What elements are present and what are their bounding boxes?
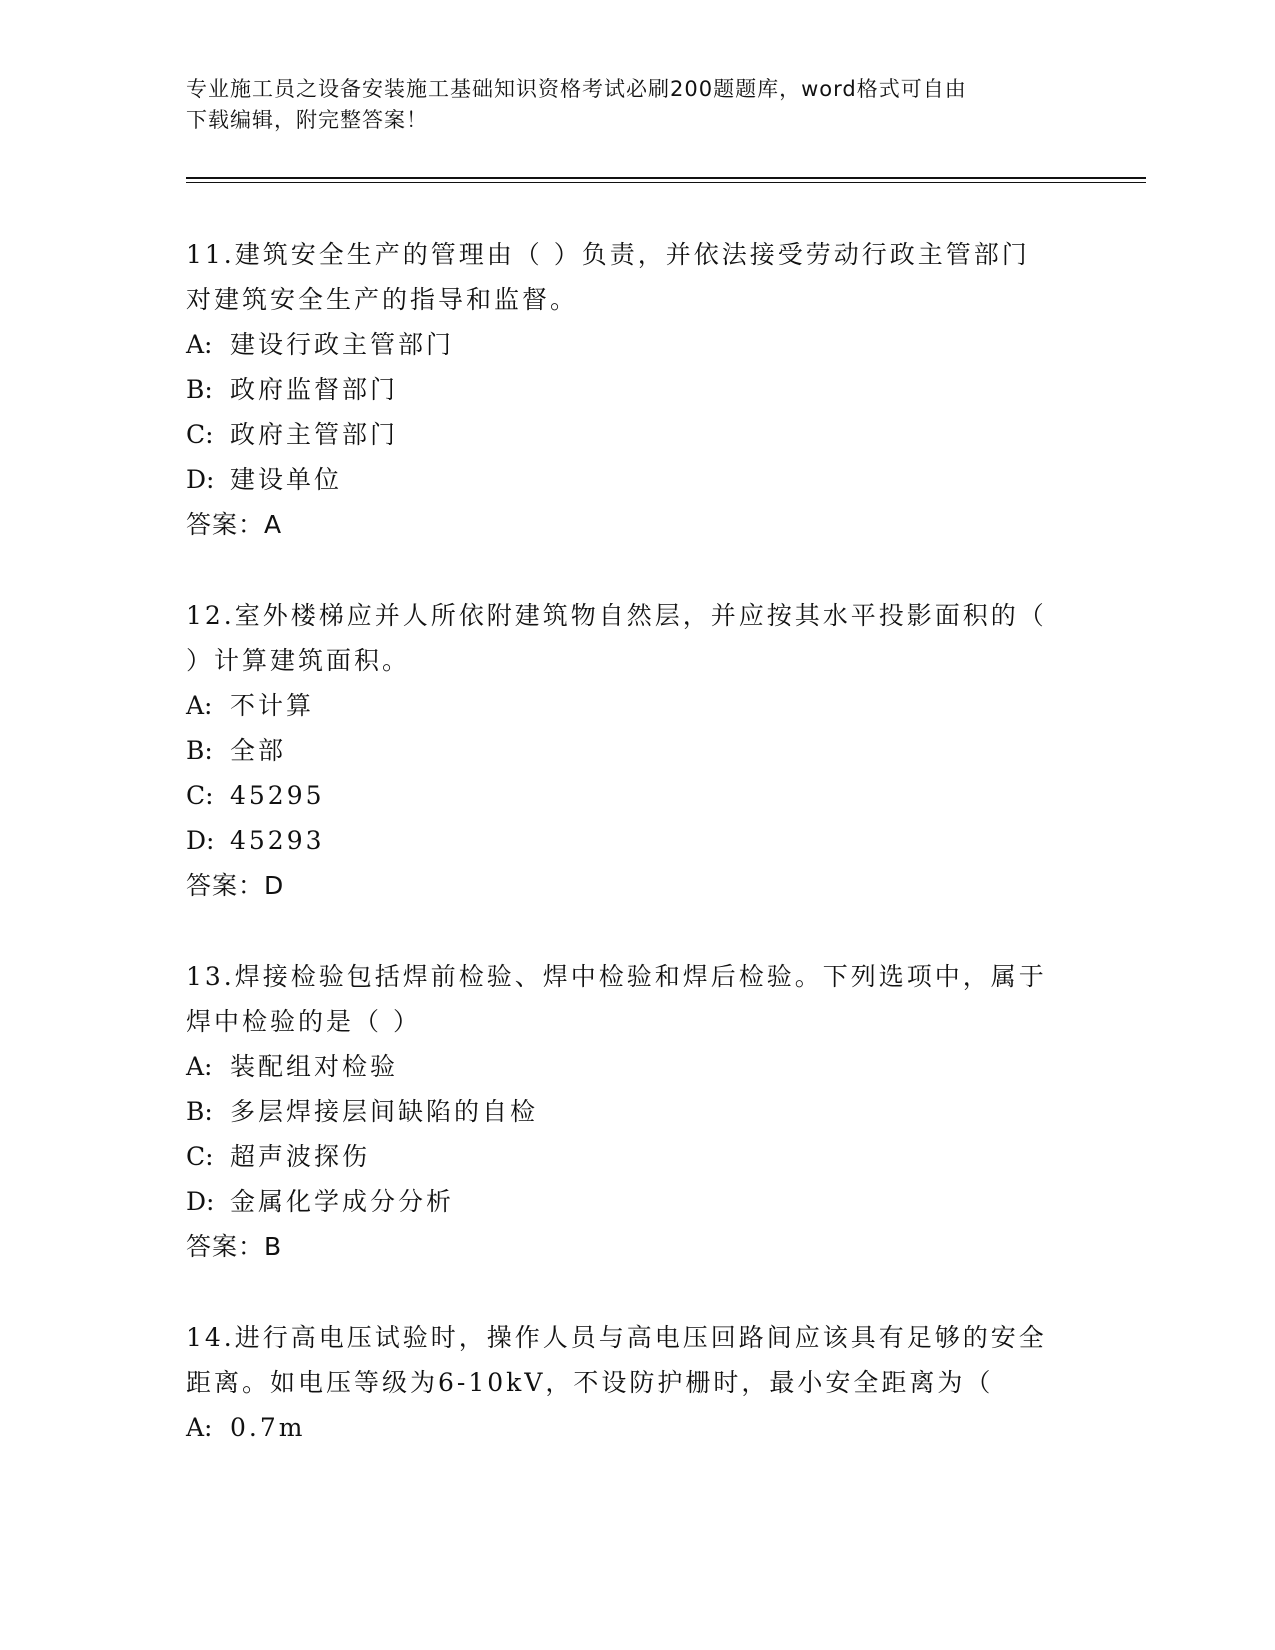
- option-text: 多层焊接层间缺陷的自检: [230, 1097, 539, 1126]
- question-text-line: 12.室外楼梯应并人所依附建筑物自然层，并应按其水平投影面积的（: [186, 601, 1047, 630]
- option-prefix: D:: [186, 1187, 215, 1216]
- document-header: [186, 74, 1086, 136]
- question-14: [186, 1315, 1086, 1450]
- answer-line: 答案：B: [186, 1232, 283, 1261]
- header-line-2: 下载编辑，附完整答案！: [186, 108, 428, 132]
- answer-line: 答案：A: [186, 510, 283, 539]
- option-prefix: A:: [186, 330, 213, 359]
- option-text: 政府主管部门: [230, 420, 399, 449]
- option-prefix: D:: [186, 826, 215, 855]
- option-c: [186, 773, 1086, 818]
- option-b: [186, 1089, 1086, 1134]
- option-prefix: B:: [186, 375, 213, 404]
- option-prefix: A:: [186, 691, 213, 720]
- option-c: [186, 1134, 1086, 1179]
- option-text: 建设行政主管部门: [230, 330, 455, 359]
- question-text: [186, 593, 1066, 683]
- header-divider-thick: [186, 177, 1146, 179]
- question-13: [186, 954, 1086, 1269]
- question-list: [186, 232, 1086, 1496]
- option-d: [186, 457, 1086, 502]
- option-a: [186, 683, 1086, 728]
- option-text: 金属化学成分分析: [230, 1187, 455, 1216]
- option-a: [186, 1044, 1086, 1089]
- option-text: 建设单位: [230, 465, 343, 494]
- option-text: 装配组对检验: [230, 1052, 399, 1081]
- question-text-line: ）计算建筑面积。: [186, 646, 411, 675]
- option-prefix: C:: [186, 420, 214, 449]
- option-prefix: B:: [186, 736, 213, 765]
- option-text: 45293: [230, 826, 325, 855]
- option-c: [186, 412, 1086, 457]
- option-prefix: D:: [186, 465, 215, 494]
- question-text-line: 14.进行高电压试验时，操作人员与高电压回路间应该具有足够的安全: [186, 1323, 1047, 1352]
- header-line-1: 专业施工员之设备安装施工基础知识资格考试必刷200题题库，word格式可自由: [186, 77, 967, 101]
- option-text: 超声波探伤: [230, 1142, 371, 1171]
- option-text: 政府监督部门: [230, 375, 399, 404]
- question-text: [186, 232, 1066, 322]
- option-text: 全部: [230, 736, 287, 765]
- option-text: 不计算: [230, 691, 315, 720]
- question-11: [186, 232, 1086, 547]
- question-text-line: 11.建筑安全生产的管理由（ ）负责，并依法接受劳动行政主管部门: [186, 240, 1030, 269]
- option-text: 0.7m: [230, 1413, 306, 1442]
- option-a: [186, 322, 1086, 367]
- option-prefix: A:: [186, 1413, 213, 1442]
- header-divider-thin: [186, 182, 1146, 183]
- option-a: [186, 1405, 1086, 1450]
- question-text-line: 距离。如电压等级为6-10kV，不设防护栅时，最小安全距离为（: [186, 1368, 994, 1397]
- question-text-line: 对建筑安全生产的指导和监督。: [186, 285, 579, 314]
- option-prefix: C:: [186, 781, 214, 810]
- question-12: [186, 593, 1086, 908]
- option-text: 45295: [230, 781, 325, 810]
- question-text-line: 焊中检验的是（ ）: [186, 1007, 421, 1036]
- option-d: [186, 1179, 1086, 1224]
- option-d: [186, 818, 1086, 863]
- option-prefix: C:: [186, 1142, 214, 1171]
- question-text: [186, 954, 1066, 1044]
- option-b: [186, 728, 1086, 773]
- question-text: [186, 1315, 1066, 1405]
- answer-line: 答案：D: [186, 871, 285, 900]
- option-b: [186, 367, 1086, 412]
- option-prefix: A:: [186, 1052, 213, 1081]
- option-prefix: B:: [186, 1097, 213, 1126]
- question-text-line: 13.焊接检验包括焊前检验、焊中检验和焊后检验。下列选项中，属于: [186, 962, 1047, 991]
